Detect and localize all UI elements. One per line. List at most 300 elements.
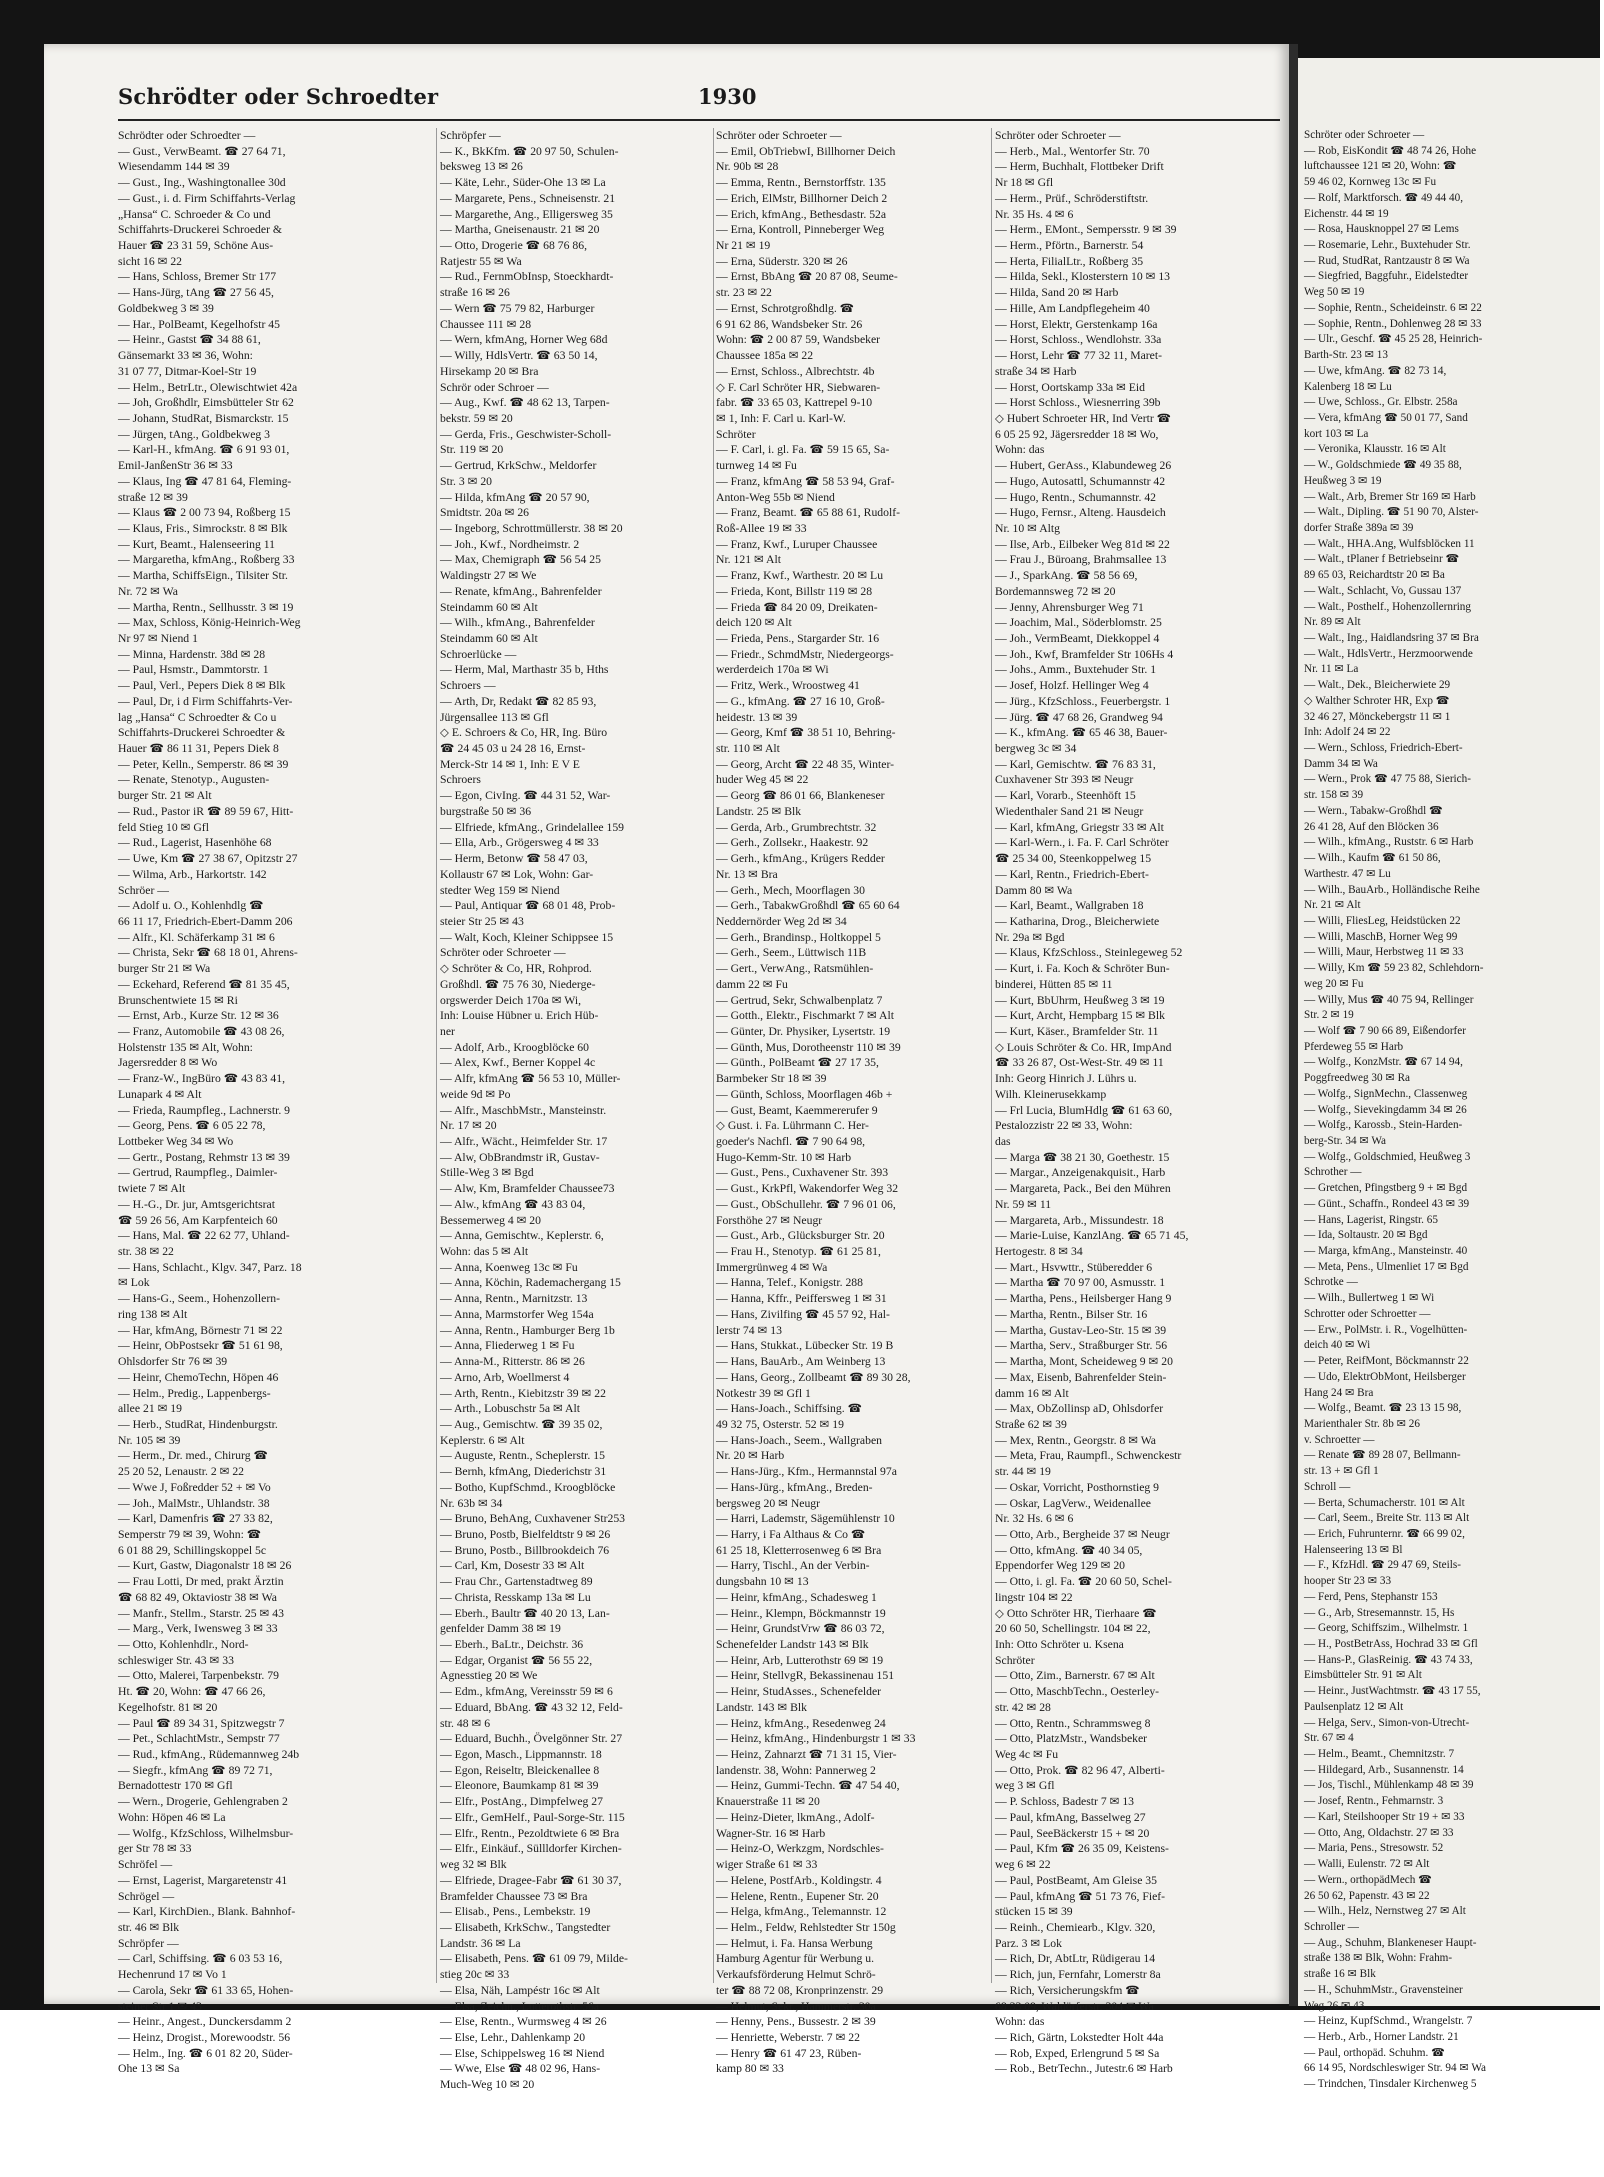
directory-entry-line: — Wilh., Helz, Nernstweg 27 ✉ Alt <box>1304 1905 1466 1918</box>
directory-entry-line: Schroller — <box>1304 1920 1359 1933</box>
directory-entry-line: — Alw, Km, Bramfelder Chaussee73 <box>440 1182 615 1196</box>
directory-entry-line: — Elfr., GemHelf., Paul-Sorge-Str. 115 <box>440 1810 625 1824</box>
directory-entry-line: Jagersredder 8 ✉ Wo <box>118 1056 218 1070</box>
directory-entry-line: — Willi, FliesLeg, Heidstücken 22 <box>1304 914 1461 927</box>
directory-entry-line: Schrotter oder Schroetter — <box>1304 1307 1431 1320</box>
directory-entry-line: — Willy, HdlsVertr. ☎ 63 50 14, <box>440 349 598 363</box>
directory-entry-line: — Heinr, StellvgR, Bekassinenau 151 <box>716 1669 895 1683</box>
running-head: Schrödter oder Schroedter <box>118 84 439 109</box>
directory-entry-line: — Georg, Kmf ☎ 38 51 10, Behring- <box>716 726 896 740</box>
directory-entry-line: Holstenstr 135 ✉ Alt, Wohn: <box>118 1040 253 1054</box>
directory-entry-line: — Heinz-O, Werkzgm, Nordschles- <box>716 1842 884 1856</box>
directory-entry-line: str. 46 ✉ Blk <box>118 1920 180 1934</box>
directory-entry-line: Schroerlücke — <box>440 647 517 661</box>
directory-entry-line: Jürgensallee 113 ✉ Gfl <box>440 710 549 724</box>
directory-entry-line: — Josef, Holzf. Hellinger Weg 4 <box>995 679 1149 693</box>
directory-entry-line: — Max, Eisenb, Bahrenfelder Stein- <box>995 1370 1167 1384</box>
directory-entry-line: — Alw., kfmAng ☎ 43 83 04, <box>440 1197 586 1211</box>
directory-entry-line: — Elisabeth, Pens. ☎ 61 09 79, Milde- <box>440 1952 628 1966</box>
directory-entry-line: — Otto, MaschbTechn., Oesterley- <box>995 1685 1160 1699</box>
directory-entry-line: Hirsekamp 20 ✉ Bra <box>440 364 539 378</box>
column-divider <box>713 128 714 1983</box>
directory-entry-line: — Herm, Mal, Marthastr 35 b, Hths <box>440 663 609 677</box>
directory-entry-line: — Edgar, Organist ☎ 56 55 22, <box>440 1653 593 1667</box>
directory-entry-line: straße 16 ✉ 26 <box>440 286 510 300</box>
directory-entry-line: — Hans, Georg., Zollbeamt ☎ 89 30 28, <box>716 1370 911 1384</box>
directory-entry-line: — F., KfzHdl. ☎ 29 47 69, Steils- <box>1304 1559 1461 1572</box>
directory-entry-line: — Walt., Schlacht, Vo, Gussau 137 <box>1304 584 1462 597</box>
directory-entry-line: — Johann, StudRat, Bismarckstr. 15 <box>118 411 289 425</box>
directory-entry-line: — Margar., Anzeigenakquisit., Harb <box>995 1166 1166 1180</box>
directory-entry-line: — Paul, Verl., Pepers Diek 8 ✉ Blk <box>118 679 286 693</box>
directory-entry-line: — F. Carl, i. gl. Fa. ☎ 59 15 65, Sa- <box>716 443 890 457</box>
directory-entry-line: — Frau Lotti, Dr med, prakt Ärztin <box>118 1575 284 1589</box>
directory-entry-line: 31 07 77, Ditmar-Koel-Str 19 <box>118 364 257 378</box>
directory-entry-line: genfelder Damm 38 ✉ 19 <box>440 1622 561 1636</box>
directory-entry-line: — Otto, Kohlenhdlr., Nord- <box>118 1638 249 1651</box>
directory-entry-line: — Gerh., Mech, Moorflagen 30 <box>716 883 865 897</box>
directory-entry-line: sicht 16 ✉ 22 <box>118 254 183 268</box>
directory-entry-line: ✉ Lok <box>118 1276 150 1290</box>
directory-entry-line: Wiedenthaler Sand 21 ✉ Neugr <box>995 804 1144 818</box>
directory-entry-line: — Helene, PostfArb., Koldingstr. 4 <box>716 1873 882 1887</box>
directory-entry-line: — Else, Rentn., Wurmsweg 4 ✉ 26 <box>440 2015 607 2029</box>
directory-entry-line: — Ernst, Lagerist, Margaretenstr 41 <box>118 1873 288 1887</box>
directory-entry-line: — Helm., Ing. ☎ 6 01 82 20, Süder- <box>118 2046 293 2060</box>
directory-entry-line: — Uwe, Schloss., Gr. Elbstr. 258a <box>1304 396 1458 409</box>
directory-entry-line: Schrother — <box>1304 1166 1362 1179</box>
directory-entry-line: Kegelhofstr. 81 ✉ 20 <box>118 1700 218 1714</box>
directory-entry-line: — Marga ☎ 38 21 30, Goethestr. 15 <box>995 1150 1170 1164</box>
directory-entry-line: — Heinr., Angest., Dunckersdamm 2 <box>118 2015 292 2029</box>
directory-entry-line: 66 11 17, Friedrich-Ebert-Damm 206 <box>118 914 293 928</box>
directory-entry-line: — Alfr., Wächt., Heimfelder Str. 17 <box>440 1135 608 1148</box>
directory-entry-line: Schröpfer — <box>440 129 501 142</box>
directory-entry-line: — Emil, ObTriebwI, Billhorner Deich <box>716 144 896 158</box>
directory-entry-line: — Elsa, Zeichn., Lutterothstr. 56a <box>440 1999 600 2013</box>
directory-entry-line: — Otto, Arb., Bergheide 37 ✉ Neugr <box>995 1527 1170 1541</box>
directory-entry-line: — Otto, Prok. ☎ 82 96 47, Alberti- <box>995 1763 1165 1777</box>
directory-entry-line: — Günth, Schloss, Moorflagen 46b + <box>716 1087 893 1101</box>
directory-entry-line: — Frau J., Büroang, Brahmsallee 13 <box>995 553 1167 567</box>
directory-entry-line: — Max, Schloss, König-Heinrich-Weg <box>118 616 301 630</box>
directory-entry-line: Schröter oder Schroeter — <box>440 946 566 960</box>
directory-entry-line: — Wern, kfmAng, Horner Weg 68d <box>440 333 608 347</box>
directory-entry-line: ring 138 ✉ Alt <box>118 1307 188 1321</box>
directory-entry-line: — Karl, Damenfris ☎ 27 33 82, <box>118 1512 273 1526</box>
directory-entry-line: ter ☎ 88 72 08, Kronprinzenstr. 29 <box>716 1983 884 1997</box>
directory-entry-line: Wagner-Str. 16 ✉ Harb <box>716 1826 826 1840</box>
directory-entry-line: Nr. 35 Hs. 4 ✉ 6 <box>995 207 1074 221</box>
directory-entry-line: str. 13 + ✉ Gfl 1 <box>1304 1465 1379 1478</box>
directory-entry-line: — Herm., Dr. med., Chirurg ☎ <box>118 1449 269 1463</box>
directory-entry-line: Paulsenplatz 12 ✉ Alt <box>1304 1700 1404 1713</box>
directory-entry-line: — Rosemarie, Lehr., Buxtehuder Str. <box>1304 239 1471 252</box>
directory-entry-line: Merck-Str 14 ✉ 1, Inh: E V E <box>440 757 580 771</box>
directory-entry-line: — Peter, Kelln., Semperstr. 86 ✉ 39 <box>118 757 289 771</box>
directory-entry-line: — Rich, Gärtn, Lokstedter Holt 44a <box>995 2030 1164 2044</box>
directory-entry-line: 6 05 25 92, Jägersredder 18 ✉ Wo, <box>995 427 1159 441</box>
directory-entry-line: — Walt., Posthelf., Hohenzollernring <box>1304 600 1471 613</box>
directory-entry-line: — Henry ☎ 61 47 23, Rüben- <box>716 2046 862 2060</box>
directory-entry-line: — Har., PolBeamt, Kegelhofstr 45 <box>118 317 280 331</box>
directory-entry-line: Roß-Allee 19 ✉ 33 <box>716 521 807 535</box>
directory-entry-line: — Arth, Dr, Redakt ☎ 82 85 93, <box>440 694 597 708</box>
directory-entry-line: — Josef, Rentn., Fehmarnstr. 3 <box>1304 1795 1444 1808</box>
directory-entry-line: — Joh, Großhdlr, Eimsbütteler Str 62 <box>118 396 294 410</box>
directory-entry-line: — Gerda, Arb., Grumbrechtstr. 32 <box>716 820 877 834</box>
directory-entry-line: ☎ 59 26 56, Am Karpfenteich 60 <box>118 1213 278 1227</box>
directory-entry-line: — Jürg. ☎ 47 68 26, Grandweg 94 <box>995 710 1163 724</box>
directory-entry-line: Nr 18 ✉ Gfl <box>995 176 1054 190</box>
directory-entry-line: — Adolf u. O., Kohlenhdlg ☎ <box>118 899 264 913</box>
directory-entry-line: — Günt., Schaffn., Rondeel 43 ✉ 39 <box>1304 1197 1470 1210</box>
directory-entry-line: Schrotke — <box>1304 1276 1358 1289</box>
directory-entry-line: — Paul, Kfm ☎ 26 35 09, Keistens- <box>995 1842 1169 1856</box>
directory-entry-line: — Karl-H., kfmAng. ☎ 6 91 93 01, <box>118 443 290 457</box>
directory-entry-line: — Edm., kfmAng, Vereinsstr 59 ✉ 6 <box>440 1685 613 1699</box>
directory-entry-line: — Hans, Schlacht., Klgv. 347, Parz. 18 <box>118 1260 302 1274</box>
directory-entry-line: — Herta, FilialLtr., Roßberg 35 <box>995 254 1144 268</box>
directory-entry-line: ger Str 78 ✉ 33 <box>118 1842 192 1856</box>
directory-entry-line: — Peter, ReifMont, Böckmannstr 22 <box>1304 1355 1469 1368</box>
directory-entry-line: — Anna, Rentn., Marnitzstr. 13 <box>440 1292 588 1306</box>
directory-entry-line: Nr. 90b ✉ 28 <box>716 160 779 174</box>
directory-entry-line: — Walt., Dipling. ☎ 51 90 70, Alster- <box>1304 506 1479 519</box>
directory-entry-line: — Gerh., Brandinsp., Holtkoppel 5 <box>716 930 881 944</box>
directory-entry-line: — Paul, Hsmstr., Dammtorstr. 1 <box>118 663 269 677</box>
directory-entry-line: — Heinr, GrundstVrw ☎ 86 03 72, <box>716 1622 885 1636</box>
directory-entry-line: — Walt, Koch, Kleiner Schippsee 15 <box>440 930 614 944</box>
directory-entry-line: ☎ 24 45 03 u 24 28 16, Ernst- <box>440 742 586 756</box>
directory-entry-line: — Heinz-Dieter, lkmAng., Adolf- <box>716 1810 875 1824</box>
directory-entry-line: ◇ E. Schroers & Co, HR, Ing. Büro <box>440 726 608 740</box>
directory-entry-line: Nr. 121 ✉ Alt <box>716 553 781 567</box>
directory-entry-line: Schröpfer — <box>118 1936 179 1950</box>
directory-entry-line: Kalenberg 18 ✉ Lu <box>1304 380 1392 393</box>
directory-entry-line: — Elfr., Rentn., Pezoldtwiete 6 ✉ Bra <box>440 1826 620 1840</box>
directory-entry-line: — Kurt, BbUhrm, Heußweg 3 ✉ 19 <box>995 993 1165 1007</box>
directory-entry-line: fabr. ☎ 33 65 03, Kattrepel 9-10 <box>716 396 873 410</box>
directory-entry-line: — Wern., Tabakw-Großhdl ☎ <box>1304 804 1443 817</box>
directory-entry-line: Schröter oder Schroeter — <box>716 129 842 142</box>
directory-entry-line: — Egon, Reiseltr, Bleickenallee 8 <box>440 1763 600 1777</box>
directory-entry-line: — Herm, Betonw ☎ 58 47 03, <box>440 852 588 866</box>
directory-column-3 <box>716 128 992 2076</box>
directory-entry-line: Forsthöhe 27 ✉ Neugr <box>716 1213 823 1227</box>
directory-entry-line: — Rolf, Marktforsch. ☎ 49 44 40, <box>1304 191 1464 204</box>
directory-entry-line: turnweg 14 ✉ Fu <box>716 459 797 473</box>
directory-entry-line: Chaussee 185a ✉ 22 <box>716 349 814 363</box>
directory-entry-line: — Klaus ☎ 2 00 73 94, Roßberg 15 <box>118 506 291 520</box>
column-divider <box>436 128 437 1983</box>
directory-entry-line: — K., BkKfm. ☎ 20 97 50, Schulen- <box>440 144 619 158</box>
directory-entry-line: Str. 67 ✉ 4 <box>1304 1732 1354 1745</box>
directory-entry-line: weg 32 ✉ Blk <box>440 1858 507 1872</box>
directory-entry-line: straße 138 ✉ Blk, Wohn: Frahm- <box>1304 1952 1453 1965</box>
book-gutter <box>1289 44 1298 2006</box>
directory-entry-line: — Karl, Steilshooper Str 19 + ✉ 33 <box>1304 1810 1465 1823</box>
directory-entry-line: — Arth., Lobuschstr 5a ✉ Alt <box>440 1402 580 1416</box>
directory-entry-line: — Heinr., Klempn, Böckmannstr 19 <box>716 1606 886 1620</box>
directory-entry-line: — Rud., kfmAng., Rüdemannweg 24b <box>118 1748 300 1762</box>
directory-entry-line: Ohe 13 ✉ Sa <box>118 2062 180 2076</box>
directory-entry-line: — Trindchen, Tinsdaler Kirchenweg 5 <box>1304 2078 1477 2091</box>
directory-entry-line: Hertogestr. 8 ✉ 34 <box>995 1245 1083 1259</box>
directory-entry-line: dungsbahn 10 ✉ 13 <box>716 1575 809 1589</box>
directory-entry-line: Immergrünweg 4 ✉ Wa <box>716 1260 828 1274</box>
right-page-fragment <box>1298 58 1600 2091</box>
directory-entry-line: — Wern ☎ 75 79 82, Harburger <box>440 301 595 315</box>
directory-entry-line: Str. 119 ✉ 20 <box>440 443 504 457</box>
directory-entry-line: Brunschentwiete 15 ✉ Ri <box>118 993 238 1007</box>
directory-entry-line: Nr 21 ✉ 19 <box>716 239 771 253</box>
directory-entry-line: — Elisabeth, KrkSchw., Tangstedter <box>440 1920 611 1934</box>
directory-entry-line: 25 20 52, Lenaustr. 2 ✉ 22 <box>118 1465 245 1479</box>
directory-entry-line: feld Stieg 10 ✉ Gfl <box>118 820 209 834</box>
directory-entry-line: Schroers — <box>440 679 496 693</box>
directory-entry-line: — Hans-G., Seem., Hohenzollern- <box>118 1292 280 1306</box>
directory-entry-line: — Christa, Sekr ☎ 68 18 01, Ahrens- <box>118 946 298 960</box>
directory-entry-line: — Georg, Pens. ☎ 6 05 22 78, <box>118 1119 266 1133</box>
directory-entry-line: — Anna, Gemischtw., Keplerstr. 6, <box>440 1229 604 1243</box>
directory-entry-line: Lunapark 4 ✉ Alt <box>118 1087 202 1101</box>
directory-entry-line: Schenefelder Landstr 143 ✉ Blk <box>716 1638 869 1651</box>
directory-entry-line: — Emma, Rentn., Bernstorffstr. 135 <box>716 176 886 190</box>
directory-entry-line: Verkaufsförderung Helmut Schrö- <box>716 1968 876 1982</box>
directory-entry-line: ◇ F. Carl Schröter HR, Siebwaren- <box>716 380 881 394</box>
directory-entry-line: Kollaustr 67 ✉ Lok, Wohn: Gar- <box>440 867 594 881</box>
directory-entry-line: Nr. 89 ✉ Alt <box>1304 616 1361 629</box>
directory-entry-line: Schiffahrts-Druckerei Schroedter & <box>118 726 286 740</box>
directory-entry-line: — Eberh., BaLtr., Deichstr. 36 <box>440 1638 584 1651</box>
directory-entry-line: — Paul, PostBeamt, Am Gleise 35 <box>995 1873 1157 1887</box>
directory-entry-line: — Kurt, Beamt., Halenseering 11 <box>118 537 275 551</box>
directory-entry-line: Steindamm 60 ✉ Alt <box>440 600 538 614</box>
directory-entry-line: — Helene, Rentn., Eupener Str. 20 <box>716 1889 879 1903</box>
directory-entry-line: — Ernst, Schrotgroßhdlg. ☎ <box>716 301 855 315</box>
directory-entry-line: — Franz, Beamt. ☎ 65 88 61, Rudolf- <box>716 506 901 520</box>
directory-entry-line: — Max, Chemigraph ☎ 56 54 25 <box>440 553 601 567</box>
directory-entry-line: — Katharina, Drog., Bleicherwiete <box>995 914 1160 928</box>
directory-entry-line: — Hugo, Fernsr., Alteng. Hausdeich <box>995 506 1166 520</box>
directory-entry-line: — Wolfg., KonzMstr. ☎ 67 14 94, <box>1304 1056 1463 1069</box>
directory-entry-line: — Rich, Dr, AbtLtr, Rüdigerau 14 <box>995 1952 1156 1966</box>
directory-entry-line: — Gertrud, Raumpfleg., Daimler- <box>118 1166 278 1180</box>
directory-entry-line: — Helmut, Sekr., Hammerstr. 30a <box>716 1999 876 2013</box>
directory-entry-line: — Arno, Arb, Woellmerst 4 <box>440 1370 570 1384</box>
directory-entry-line: — Willi, MaschB, Horner Weg 99 <box>1304 930 1458 943</box>
directory-entry-line: Notkestr 39 ✉ Gfl 1 <box>716 1386 811 1400</box>
directory-entry-line: — Oskar, LagVerw., Weidenallee <box>995 1496 1151 1510</box>
directory-entry-line: — Georg, Schiffszim., Wilhelmstr. 1 <box>1304 1622 1469 1635</box>
directory-entry-line: — Frieda ☎ 84 20 09, Dreikaten- <box>716 600 878 614</box>
directory-entry-line: — Alw, ObBrandmstr iR, Gustav- <box>440 1150 600 1164</box>
directory-entry-line: — Friedr., SchmdMstr, Niedergeorgs- <box>716 647 894 661</box>
directory-entry-line: — Uwe, Km ☎ 27 38 67, Opitzstr 27 <box>118 852 298 866</box>
directory-entry-line: — Arth, Rentn., Kiebitzstr 39 ✉ 22 <box>440 1386 606 1400</box>
directory-column-4 <box>995 128 1271 2076</box>
directory-entry-line: Nr 97 ✉ Niend 1 <box>118 632 198 645</box>
directory-entry-line: — Franz, Kwf., Warthestr. 20 ✉ Lu <box>716 569 884 583</box>
directory-entry-line: ☎ 68 82 49, Oktaviostr 38 ✉ Wa <box>118 1590 277 1604</box>
directory-entry-line: — Hille, Am Landpflegeheim 40 <box>995 301 1150 315</box>
directory-entry-line: — Heinr, StudAsses., Schenefelder <box>716 1685 882 1699</box>
directory-entry-line: Ohlsdorfer Str 76 ✉ 39 <box>118 1355 228 1369</box>
directory-entry-line: — Gertrud, KrkSchw., Meldorfer <box>440 459 597 473</box>
directory-entry-line: — Hans, BauArb., Am Weinberg 13 <box>716 1355 886 1369</box>
directory-entry-line: — Elisab., Pens., Lembekstr. 19 <box>440 1905 591 1919</box>
directory-entry-line: Warthestr. 47 ✉ Lu <box>1304 867 1391 880</box>
directory-entry-line: 26 41 28, Auf den Blöcken 36 <box>1304 820 1439 833</box>
directory-entry-line: ☎ 25 34 00, Steenkoppelweg 15 <box>995 852 1152 866</box>
directory-entry-line: ◇ Louis Schröter & Co. HR, ImpAnd <box>995 1040 1172 1054</box>
directory-entry-line: — Walt., HdlsVertr., Herzmoorwende <box>1304 647 1473 660</box>
directory-entry-line: — Joh., Kwf, Bramfelder Str 106Hs 4 <box>995 647 1174 661</box>
directory-entry-line: — Alfr, kfmAng ☎ 56 53 10, Müller- <box>440 1072 621 1086</box>
directory-entry-line: Ratjestr 55 ✉ Wa <box>440 254 522 268</box>
directory-column-2 <box>440 128 716 2092</box>
directory-entry-line: Bernadottestr 170 ✉ Gfl <box>118 1779 233 1793</box>
directory-entry-line: — K., kfmAng. ☎ 65 46 38, Bauer- <box>995 726 1168 740</box>
directory-entry-line: — H., PostBetrAss, Hochrad 33 ✉ Gfl <box>1304 1638 1478 1650</box>
column-divider <box>991 128 992 1983</box>
directory-entry-line: — H., SchuhmMstr., Gravensteiner <box>1304 1983 1463 1996</box>
directory-entry-line: kamp 80 ✉ 33 <box>716 2062 784 2076</box>
directory-entry-line: — Christa, Resskamp 13a ✉ Lu <box>440 1590 591 1604</box>
directory-entry-line: — Adolf, Arb., Kroogblöcke 60 <box>440 1040 589 1054</box>
directory-entry-line: straße 12 ✉ 39 <box>118 490 188 504</box>
directory-entry-line: Eppendorfer Weg 129 ✉ 20 <box>995 1559 1126 1573</box>
directory-entry-line: str. 38 ✉ 22 <box>118 1245 174 1259</box>
directory-entry-line: allee 21 ✉ 19 <box>118 1402 182 1416</box>
directory-entry-line: — Gust, Beamt, Kaemmererufer 9 <box>716 1103 878 1117</box>
directory-entry-line: — Carola, Sekr ☎ 61 33 65, Hohen- <box>118 1983 294 1997</box>
directory-entry-line: — Wilh., Bullertweg 1 ✉ Wi <box>1304 1292 1435 1305</box>
directory-entry-line: huder Weg 45 ✉ 22 <box>716 773 809 787</box>
directory-entry-line: — Wwe J, Foßredder 52 + ✉ Vo <box>118 1480 271 1494</box>
directory-entry-line: Waldingstr 27 ✉ We <box>440 569 537 583</box>
directory-entry-line: Ht. ☎ 20, Wohn: ☎ 47 66 26, <box>118 1685 266 1699</box>
directory-entry-line: — Minna, Hardenstr. 38d ✉ 28 <box>118 647 266 661</box>
directory-entry-line: steier Str 25 ✉ 43 <box>440 914 524 928</box>
directory-entry-line: werderdeich 170a ✉ Wi <box>716 663 829 677</box>
directory-entry-line: — Elfr., PostAng., Dimpfelweg 27 <box>440 1795 603 1809</box>
directory-entry-line: bekstr. 59 ✉ 20 <box>440 411 513 425</box>
directory-entry-line: — H.-G., Dr. jur, Amtsgerichtsrat <box>118 1197 275 1211</box>
directory-entry-line: Bordemannsweg 72 ✉ 20 <box>995 584 1116 598</box>
directory-entry-line: — Karl, kfmAng, Griegstr 33 ✉ Alt <box>995 820 1164 834</box>
directory-entry-line: — Oskar, Vorricht, Posthornstieg 9 <box>995 1480 1160 1494</box>
directory-entry-line: luftchaussee 121 ✉ 20, Wohn: ☎ <box>1304 160 1457 173</box>
directory-entry-line: — Hans-Jürg, tAng ☎ 27 56 45, <box>118 286 274 300</box>
directory-entry-line: — Kurt, Käser., Bramfelder Str. 11 <box>995 1024 1159 1038</box>
directory-entry-line: — Botho, KupfSchmd., Kroogblöcke <box>440 1480 616 1494</box>
directory-entry-line: — Käte, Lehr., Süder-Ohe 13 ✉ La <box>440 176 606 190</box>
directory-entry-line: — Martha, Rentn., Sellhusstr. 3 ✉ 19 <box>118 600 294 614</box>
directory-entry-line: — Martha, SchiffsEign., Tilsiter Str. <box>118 569 288 583</box>
directory-entry-line: Nr. 59 ✉ 11 <box>995 1197 1052 1211</box>
directory-entry-line: — Willy, Km ☎ 59 23 82, Schlehdorn- <box>1304 962 1484 975</box>
directory-entry-line: — Helm., Beamt., Chemnitzstr. 7 <box>1304 1748 1455 1761</box>
directory-entry-line: — Walt., Dek., Bleicherwiete 29 <box>1304 679 1451 692</box>
directory-entry-line: — Karl-Wern., i. Fa. F. Carl Schröter <box>995 836 1169 850</box>
directory-entry-line: Hugo-Kemm-Str. 10 ✉ Harb <box>716 1150 852 1164</box>
directory-entry-line: — Margarethe, Ang., Elligersweg 35 <box>440 207 613 221</box>
directory-entry-line: damm 22 ✉ Fu <box>716 977 788 991</box>
directory-entry-line: — Berta, Schumacherstr. 101 ✉ Alt <box>1304 1496 1465 1509</box>
directory-entry-line: Schröter <box>995 1653 1035 1667</box>
directory-entry-line: Nr. 29a ✉ Bgd <box>995 930 1065 944</box>
directory-entry-line: — Hans, Lagerist, Ringstr. 65 <box>1304 1213 1438 1226</box>
directory-entry-line: — Rud., Lagerist, Hasenhöhe 68 <box>118 836 272 850</box>
directory-entry-line: 89 65 03, Reichardtstr 20 ✉ Ba <box>1304 569 1445 582</box>
directory-entry-line: — Paul ☎ 89 34 31, Spitzwegstr 7 <box>118 1716 285 1730</box>
directory-entry-line: — Otto, Rentn., Schrammsweg 8 <box>995 1716 1151 1730</box>
directory-entry-line: Hauer ☎ 86 11 31, Pepers Diek 8 <box>118 742 279 756</box>
directory-entry-line: 26 50 62, Papenstr. 43 ✉ 22 <box>1304 1889 1430 1902</box>
directory-entry-line: — Udo, ElektrObMont, Heilsberger <box>1304 1370 1466 1383</box>
directory-entry-line: — Georg, Archt ☎ 22 48 35, Winter- <box>716 757 894 771</box>
directory-entry-line: — Anna, Fliederweg 1 ✉ Fu <box>440 1339 575 1353</box>
directory-entry-line: Schröter oder Schroeter — <box>995 129 1121 142</box>
directory-entry-line: — Rob, Exped, Erlengrund 5 ✉ Sa <box>995 2046 1160 2060</box>
directory-entry-line: Knauerstraße 11 ✉ 20 <box>716 1795 820 1809</box>
directory-entry-line: — Heinz, KupfSchmd., Wrangelstr. 7 <box>1304 2015 1473 2028</box>
directory-entry-line: — Herm., Prüf., Schröderstiftstr. <box>995 191 1149 205</box>
directory-entry-line: Nr. 21 ✉ Alt <box>1304 899 1361 912</box>
directory-entry-line: — Martha, Serv., Straßburger Str. 56 <box>995 1339 1168 1353</box>
directory-entry-line: — Elfriede, Dragee-Fabr ☎ 61 30 37, <box>440 1873 622 1887</box>
directory-entry-line: — Karl, KirchDien., Blank. Bahnhof- <box>118 1905 296 1919</box>
directory-entry-line: binderei, Hütten 85 ✉ 11 <box>995 977 1113 991</box>
directory-entry-line: — Klaus, Ing ☎ 47 81 64, Fleming- <box>118 474 292 488</box>
directory-entry-line: ◇ Gust. i. Fa. Lührmann C. Her- <box>716 1119 869 1133</box>
directory-entry-line: — Gust., Ing., Washingtonallee 30d <box>118 176 286 190</box>
directory-entry-line: Nr. 11 ✉ La <box>1304 663 1359 676</box>
directory-entry-line: — Erich, ElMstr, Billhorner Deich 2 <box>716 191 888 205</box>
directory-entry-line: — Bruno, Postb, Bielfeldtstr 9 ✉ 26 <box>440 1527 611 1541</box>
directory-entry-line: — Gerh., kfmAng., Krügers Redder <box>716 852 885 866</box>
directory-entry-line: — Heinz, Drogist., Morewoodstr. 56 <box>118 2030 291 2044</box>
directory-entry-line: Nr. 105 ✉ 39 <box>118 1433 181 1447</box>
directory-entry-line: — Wern., Drogerie, Gehlengraben 2 <box>118 1795 288 1809</box>
directory-entry-line: bergsweg 20 ✉ Neugr <box>716 1496 821 1510</box>
directory-entry-line: — Hilda, Sand 20 ✉ Harb <box>995 286 1119 300</box>
directory-entry-line: — Hubert, GerAss., Klabundeweg 26 <box>995 459 1172 473</box>
directory-entry-line: Damm 80 ✉ Wa <box>995 883 1073 897</box>
directory-entry-line: v. Schroetter — <box>1304 1433 1375 1446</box>
directory-entry-line: — Manfr., Stellm., Starstr. 25 ✉ 43 <box>118 1606 284 1620</box>
directory-entry-line: — Karl, Vorarb., Steenhöft 15 <box>995 789 1136 803</box>
directory-entry-line: Cuxhavener Str 393 ✉ Neugr <box>995 773 1134 787</box>
directory-entry-line: Wiesendamm 144 ✉ 39 <box>118 160 230 174</box>
directory-entry-line: — Paul, Dr, i d Firm Schiffahrts-Ver- <box>118 694 293 708</box>
directory-entry-line: — Rud., FernmObInsp, Stoeckhardt- <box>440 270 614 284</box>
directory-entry-line: burger Str. 21 ✉ Alt <box>118 789 212 803</box>
directory-entry-line: — Joachim, Mal., Söderblomstr. 25 <box>995 616 1162 630</box>
directory-entry-line: Steindamm 60 ✉ Alt <box>440 632 538 645</box>
directory-entry-line: Gänsemarkt 33 ✉ 36, Wohn: <box>118 349 253 363</box>
directory-entry-line: — Aug., Gemischtw. ☎ 39 35 02, <box>440 1417 603 1431</box>
directory-entry-line: — Wwe, Else ☎ 48 02 96, Hans- <box>440 2062 601 2076</box>
directory-entry-line: — Wilh., kfmAng., Bahrenfelder <box>440 616 595 630</box>
directory-entry-line: — Elsa, Näh, Lampéstr 16c ✉ Alt <box>440 1983 600 1997</box>
directory-entry-line: — Johs., Amm., Buxtehuder Str. 1 <box>995 663 1157 677</box>
directory-entry-line: — Jenny, Ahrensburger Weg 71 <box>995 600 1144 614</box>
header-rule <box>118 119 1280 121</box>
directory-entry-line: — Hans, Mal. ☎ 22 62 77, Uhland- <box>118 1229 290 1243</box>
